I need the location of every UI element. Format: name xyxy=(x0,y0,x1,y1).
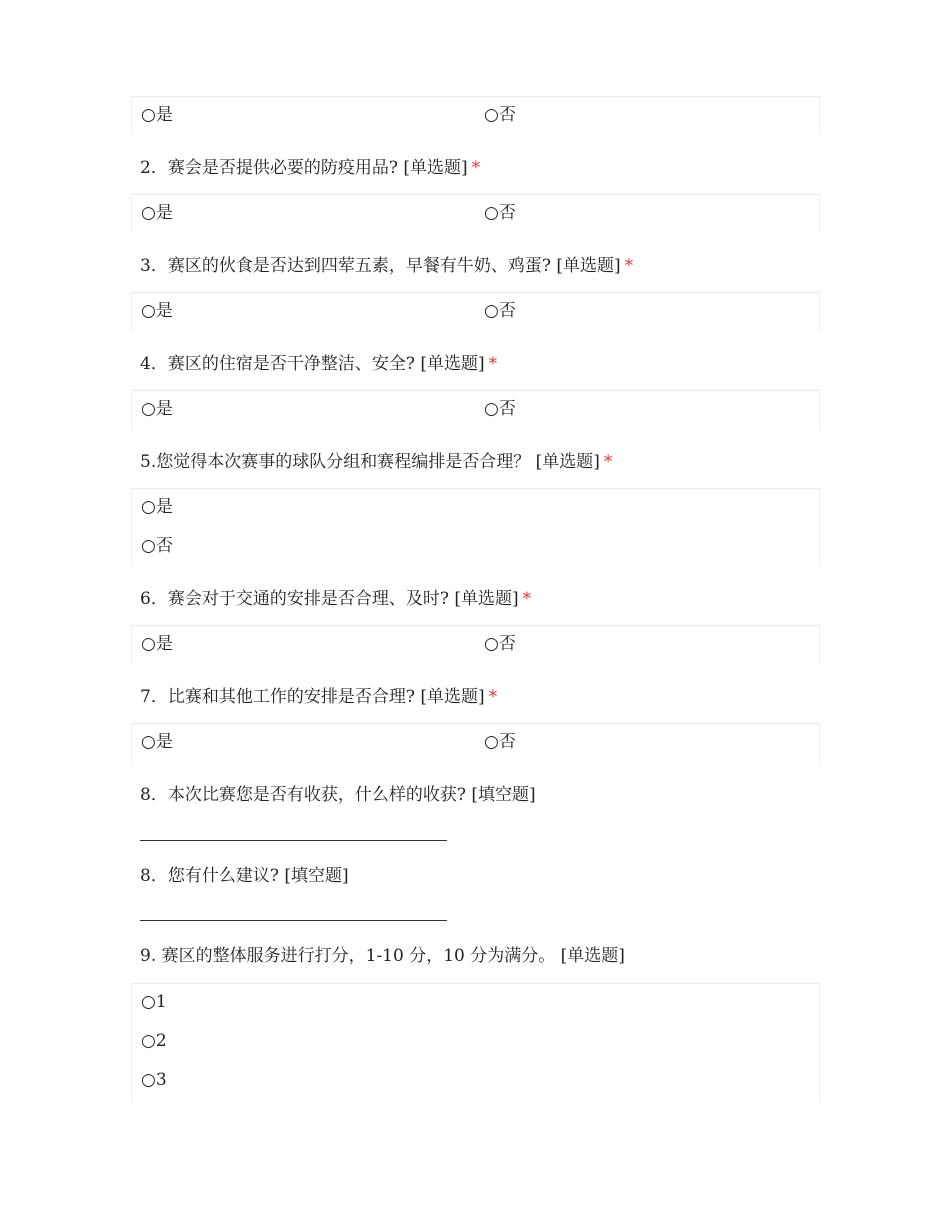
q6-options xyxy=(131,625,820,664)
q4-option-yes[interactable]: ○是 xyxy=(141,399,173,419)
q2-option-yes[interactable]: ○是 xyxy=(141,203,173,223)
q9-option-3[interactable]: ○3 xyxy=(141,1070,167,1090)
q4-options xyxy=(131,390,820,429)
q4-title xyxy=(140,351,497,377)
q8b-text: 8．您有什么建议? [填空题] xyxy=(140,866,349,886)
q4-text: 4．赛区的住宿是否干净整洁、安全? [单选题] xyxy=(140,354,485,374)
q8b-answer-line[interactable] xyxy=(140,920,447,921)
q2-title xyxy=(140,155,480,181)
q7-option-no[interactable]: ○否 xyxy=(484,732,516,752)
q1-option-yes[interactable]: ○是 xyxy=(141,105,173,125)
q8a-answer-line[interactable] xyxy=(140,840,447,841)
q9-option-2[interactable]: ○2 xyxy=(141,1031,167,1051)
q5-option-yes[interactable]: ○是 xyxy=(141,497,173,517)
q8a-text: 8．本次比赛您是否有收获，什么样的收获? [填空题] xyxy=(140,785,536,805)
q5-title xyxy=(140,449,612,475)
required-mark: * xyxy=(624,256,634,276)
q6-option-no[interactable]: ○否 xyxy=(484,634,516,654)
required-mark: * xyxy=(522,589,532,609)
q6-option-yes[interactable]: ○是 xyxy=(141,634,173,654)
q6-title xyxy=(140,586,531,612)
q3-text: 3．赛区的伙食是否达到四荤五素，早餐有牛奶、鸡蛋? [单选题] xyxy=(140,256,621,276)
q2-text: 2．赛会是否提供必要的防疫用品? [单选题] xyxy=(140,158,468,178)
q5-option-no[interactable]: ○否 xyxy=(141,536,173,556)
required-mark: * xyxy=(603,452,613,472)
required-mark: * xyxy=(471,158,481,178)
q7-options xyxy=(131,723,820,762)
q3-title xyxy=(140,253,633,279)
q9-text: 9. 赛区的整体服务进行打分，1-10 分，10 分为满分。 [单选题] xyxy=(140,946,625,966)
q2-options xyxy=(131,194,820,233)
q6-text: 6．赛会对于交通的安排是否合理、及时? [单选题] xyxy=(140,589,519,609)
q2-option-no[interactable]: ○否 xyxy=(484,203,516,223)
required-mark: * xyxy=(488,687,498,707)
q8a-title xyxy=(140,782,536,808)
q7-option-yes[interactable]: ○是 xyxy=(141,732,173,752)
q1-options xyxy=(131,96,820,135)
q5-text: 5.您觉得本次赛事的球队分组和赛程编排是否合理？ [单选题] xyxy=(140,452,600,472)
q3-options xyxy=(131,292,820,331)
q1-option-no[interactable]: ○否 xyxy=(484,105,516,125)
q5-options xyxy=(131,488,820,567)
q8b-title xyxy=(140,863,349,889)
q9-options xyxy=(131,983,820,1102)
q7-title xyxy=(140,684,497,710)
q4-option-no[interactable]: ○否 xyxy=(484,399,516,419)
q3-option-yes[interactable]: ○是 xyxy=(141,301,173,321)
q3-option-no[interactable]: ○否 xyxy=(484,301,516,321)
q7-text: 7．比赛和其他工作的安排是否合理? [单选题] xyxy=(140,687,485,707)
required-mark: * xyxy=(488,354,498,374)
q9-option-1[interactable]: ○1 xyxy=(141,992,167,1012)
q9-title xyxy=(140,943,625,969)
